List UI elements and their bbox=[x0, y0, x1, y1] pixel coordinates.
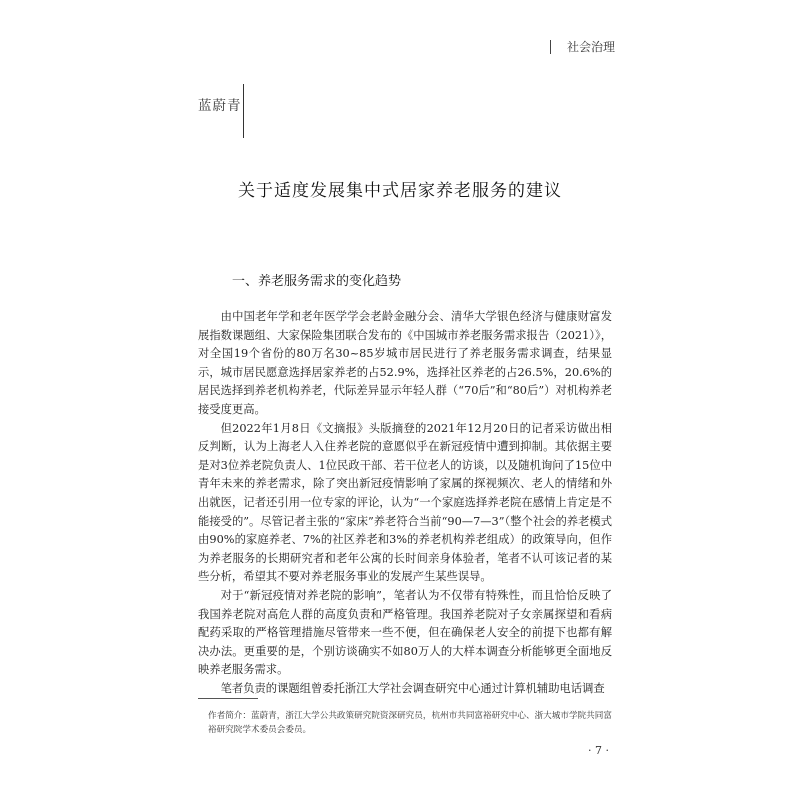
author-name: 蓝蔚青 bbox=[198, 98, 242, 114]
running-header: 社会治理 bbox=[567, 40, 616, 54]
paragraph-1: 由中国老年学和老年医学学会老龄金融分会、清华大学银色经济与健康财富发展指数课题组、大家保险集团联合发布的《中国城市养老服务需求报告（2021）》，对全国19个省份的80万名30~85岁城市居民进行了养老服务需求调查，结果显示，城市居民愿意选择居家养老的占52.9%，选择社区养老的占26.5%，20.6%的居民选择到养老机构养老，代际差异显示年轻人群（“70后”和“80后”）对机构养老接受度更高。 bbox=[198, 310, 612, 416]
author-divider bbox=[243, 84, 244, 138]
article-title: 关于适度发展集中式居家养老服务的建议 bbox=[238, 181, 562, 201]
section-heading: 一、养老服务需求的变化趋势 bbox=[232, 274, 402, 289]
paragraph-4: 笔者负责的课题组曾委托浙江大学社会调查研究中心通过计算机辅助电话调查 bbox=[220, 681, 605, 695]
paragraph-2: 但2022年1月8日《文摘报》头版摘登的2021年12月20日的记者采访做出相反判断，认为上海老人入住养老院的意愿似乎在新冠疫情中遭到抑制。其依据主要是对3位养老院负责人、1位民政干部、若干位老人的访谈，以及随机询问了15位中青年未来的养老需求，除了突出新冠疫情影响了家属的探视频次、老人的情绪和外出就医，记者还引用一位专家的评论，认为“一个家庭选择养老院在感情上肯定是不能接受的”。尽管记者主张的“家床”养老符合当前“90—7—3”（整个社会的养老模式由90%的家庭养老、7%的社区养老和3%的养老机构养老组成）的政策导向，但作为养老服务的长期研究者和老年公寓的长时间亲身体验者，笔者不认可该记者的某些分析，希望其不要对养老服务事业的发展产生某些误导。 bbox=[198, 421, 612, 584]
paragraph-3: 对于“新冠疫情对养老院的影响”，笔者认为不仅带有特殊性，而且恰恰反映了我国养老院对高危人群的高度负责和严格管理。我国养老院对子女亲属探望和看病配药采取的严格管理措施尽管带来一些不便，但在确保老人安全的前提下也都有解决办法。更重要的是，个别访谈确实不如80万人的大样本调查分析能够更全面地反映养老服务需求。 bbox=[198, 588, 612, 677]
author-footnote: 作者简介：蓝蔚青，浙江大学公共政策研究院资深研究员，杭州市共同富裕研究中心、浙大城市学院共同富裕研究院学术委员会委员。 bbox=[208, 711, 612, 735]
header-separator bbox=[550, 40, 551, 54]
footnote-rule bbox=[198, 698, 258, 699]
article-body bbox=[198, 308, 612, 698]
page-number: · 7 · bbox=[588, 744, 609, 757]
